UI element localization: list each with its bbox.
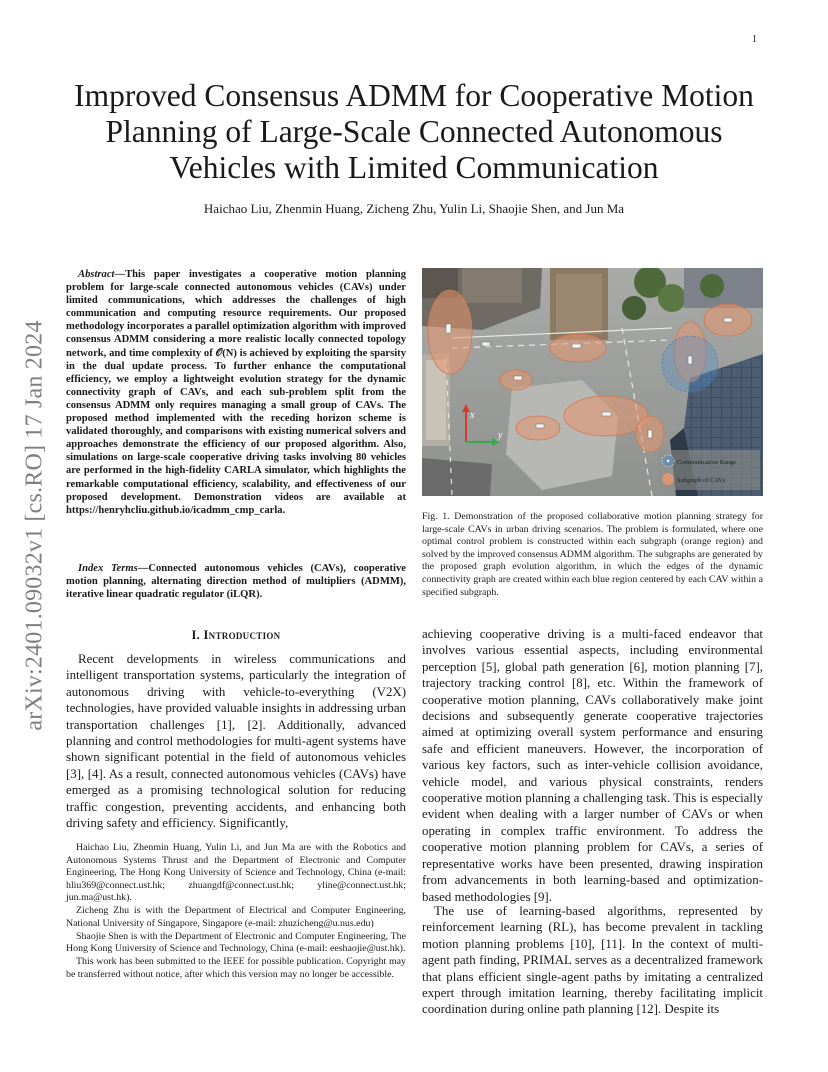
author-footnotes (66, 842, 406, 982)
index-terms-label: Index Terms (78, 563, 138, 574)
arxiv-identifier-watermark (20, 290, 50, 760)
paper-title: Improved Consensus ADMM for Cooperative Motion Planning of Large-Scale Connected Autonomous Vehicles with Limited Communication (74, 78, 754, 185)
footnote-affiliation-2: Zicheng Zhu is with the Department of Electrical and Computer Engineering, National University of Singapore, Singapore (e-mail: zhuzicheng@u.nus.edu) (66, 905, 406, 929)
index-terms-text: —Connected autonomous vehicles (CAVs), cooperative motion planning, alternating direction method of multipliers (ADMM), iterative linear quadratic regulator (iLQR). (66, 563, 406, 601)
footnote-affiliation-1: Haichao Liu, Zhenmin Huang, Yulin Li, and Jun Ma are with the Robotics and Autonomous Systems Thrust and the Department of Electronic and Computer Engineering, The Hong Kong University of Science and Technology, China (e-mail: hliu369@connect.ust.hk; zhuangdf@connect.ust.hk; yline@connect.ust.hk; jun.ma@ust.hk). (66, 842, 406, 903)
index-terms (66, 562, 406, 601)
section-numeral: I. (191, 628, 201, 642)
legend-communication-label: Communication Range (677, 459, 737, 466)
introduction-paragraph-2: achieving cooperative driving is a multi-faced endeavor that involves various essential aspects, including environmental perception [5], global path generation [6], motion planning [7], trajectory tracking control [8], etc. Within the framework of cooperative motion planning, CAVs collaboratively make joint decisions and subsequently generate cooperative trajectories aimed at optimizing overall system performance and ensuring safe and efficient maneuvers. However, the incorporation of various key factors, such as inter-vehicle collision avoidance, vehicle model, and various physical constraints, renders cooperative motion planning a challenging task. This is especially evident when dealing with a larger number of CAVs or when operating in complex traffic environment. To address the cooperative motion planning problem for CAVs, a series of representative works have been presented, drawing inspiration from advancements in both learning-based and optimization-based methodologies [9]. (422, 627, 763, 904)
arxiv-id-text: arXiv:2401.09032v1 [cs.RO] 17 Jan 2024 (21, 319, 48, 731)
legend-subgraph-swatch (662, 473, 674, 485)
abstract (66, 268, 406, 517)
abstract-label: Abstract (78, 269, 115, 280)
scene-illustration (422, 268, 763, 496)
footnote-copyright-notice: This work has been submitted to the IEEE for possible publication. Copyright may be transferred without notice, after which this version may no longer be accessible. (66, 956, 406, 980)
introduction-paragraph-3: The use of learning-based algorithms, represented by reinforcement learning (RL), has become prevalent in tackling motion planning problems [10], [11]. In the context of multi-agent path finding, PRIMAL serves as a decentralized framework that plans efficient single-agent paths by imitating a centralized expert through imitation learning, thereby facilitating implicit coordination during online path planning [12]. Despite its (422, 904, 763, 1017)
figure-1-caption: Fig. 1. Demonstration of the proposed collaborative motion planning strategy for large-scale CAVs in urban driving scenarios. The problem is formulated, where one optimal control problem is constructed within each subgraph (orange region) and solved by the improved consensus ADMM algorithm. The subgraphs are generated by the proposed graph evolution algorithm, in which the edges of the dynamic connectivity graph are created within each blue region centered by each CAV within a specified subgraph. (422, 511, 763, 598)
introduction-paragraph-1: Recent developments in wireless communications and intelligent transportation systems, particularly the integration of autonomous driving with vehicle-to-everything (V2X) technologies, have provided valuable insights in addressing urban transportation challenges [1], [2]. Additionally, advanced planning and control methodologies for multi-agent systems have shown significant potential in the field of autonomous vehicles [3], [4]. As a result, connected autonomous vehicles (CAVs) have emerged as a promising technological solution for reducing traffic congestion, preventing accidents, and enhancing both driving safety and efficiency. Significantly, (66, 652, 406, 831)
abstract-text: —This paper investigates a cooperative motion planning problem for large-scale connected autonomous vehicles (CAVs) under limited communications, which addresses the challenges of high communication and computing resource requirements. Our proposed methodology incorporates a parallel optimization algorithm with improved consensus ADMM considering a more realistic locally connected topology network, and time complexity of 𝒪(N) is achieved by exploiting the sparsity in the dual update process. To further enhance the computational efficiency, we employ a lightweight evolution strategy for the dynamic connectivity graph of CAVs, and each sub-problem split from the consensus ADMM only requires managing a small group of CAVs. The proposed method implemented with the receding horizon scheme is validated thoroughly, and comparisons with existing numerical solvers and approaches demonstrate the efficiency of our proposed algorithm. Also, simulations on large-scale cooperative driving tasks involving 80 vehicles are performed in the high-fidelity CARLA simulator, which highlights the remarkable computational efficiency, scalability, and effectiveness of our proposed development. Demonstration videos are available at https://henryhcliu.github.io/icadmm_cmp_carla. (66, 269, 406, 516)
axis-x-label: x (470, 410, 475, 421)
section-title: Introduction (203, 628, 281, 642)
footnote-affiliation-3: Shaojie Shen is with the Department of Electronic and Computer Engineering, The Hong Kong University of Science and Technology, China (e-mail: eeshaojie@ust.hk). (66, 930, 406, 954)
author-list: Haichao Liu, Zhenmin Huang, Zicheng Zhu, Yulin Li, Shaojie Shen, and Jun Ma (203, 201, 625, 216)
page-number: 1 (752, 34, 757, 45)
figure-legend (658, 450, 760, 490)
figure-1-urban-driving-scene (422, 268, 763, 496)
legend-subgraph-label: Subgraph of CAVs (677, 477, 726, 484)
axis-y-label: y (498, 430, 503, 441)
section-heading-introduction (66, 628, 406, 643)
building-bottom-left (422, 458, 492, 496)
